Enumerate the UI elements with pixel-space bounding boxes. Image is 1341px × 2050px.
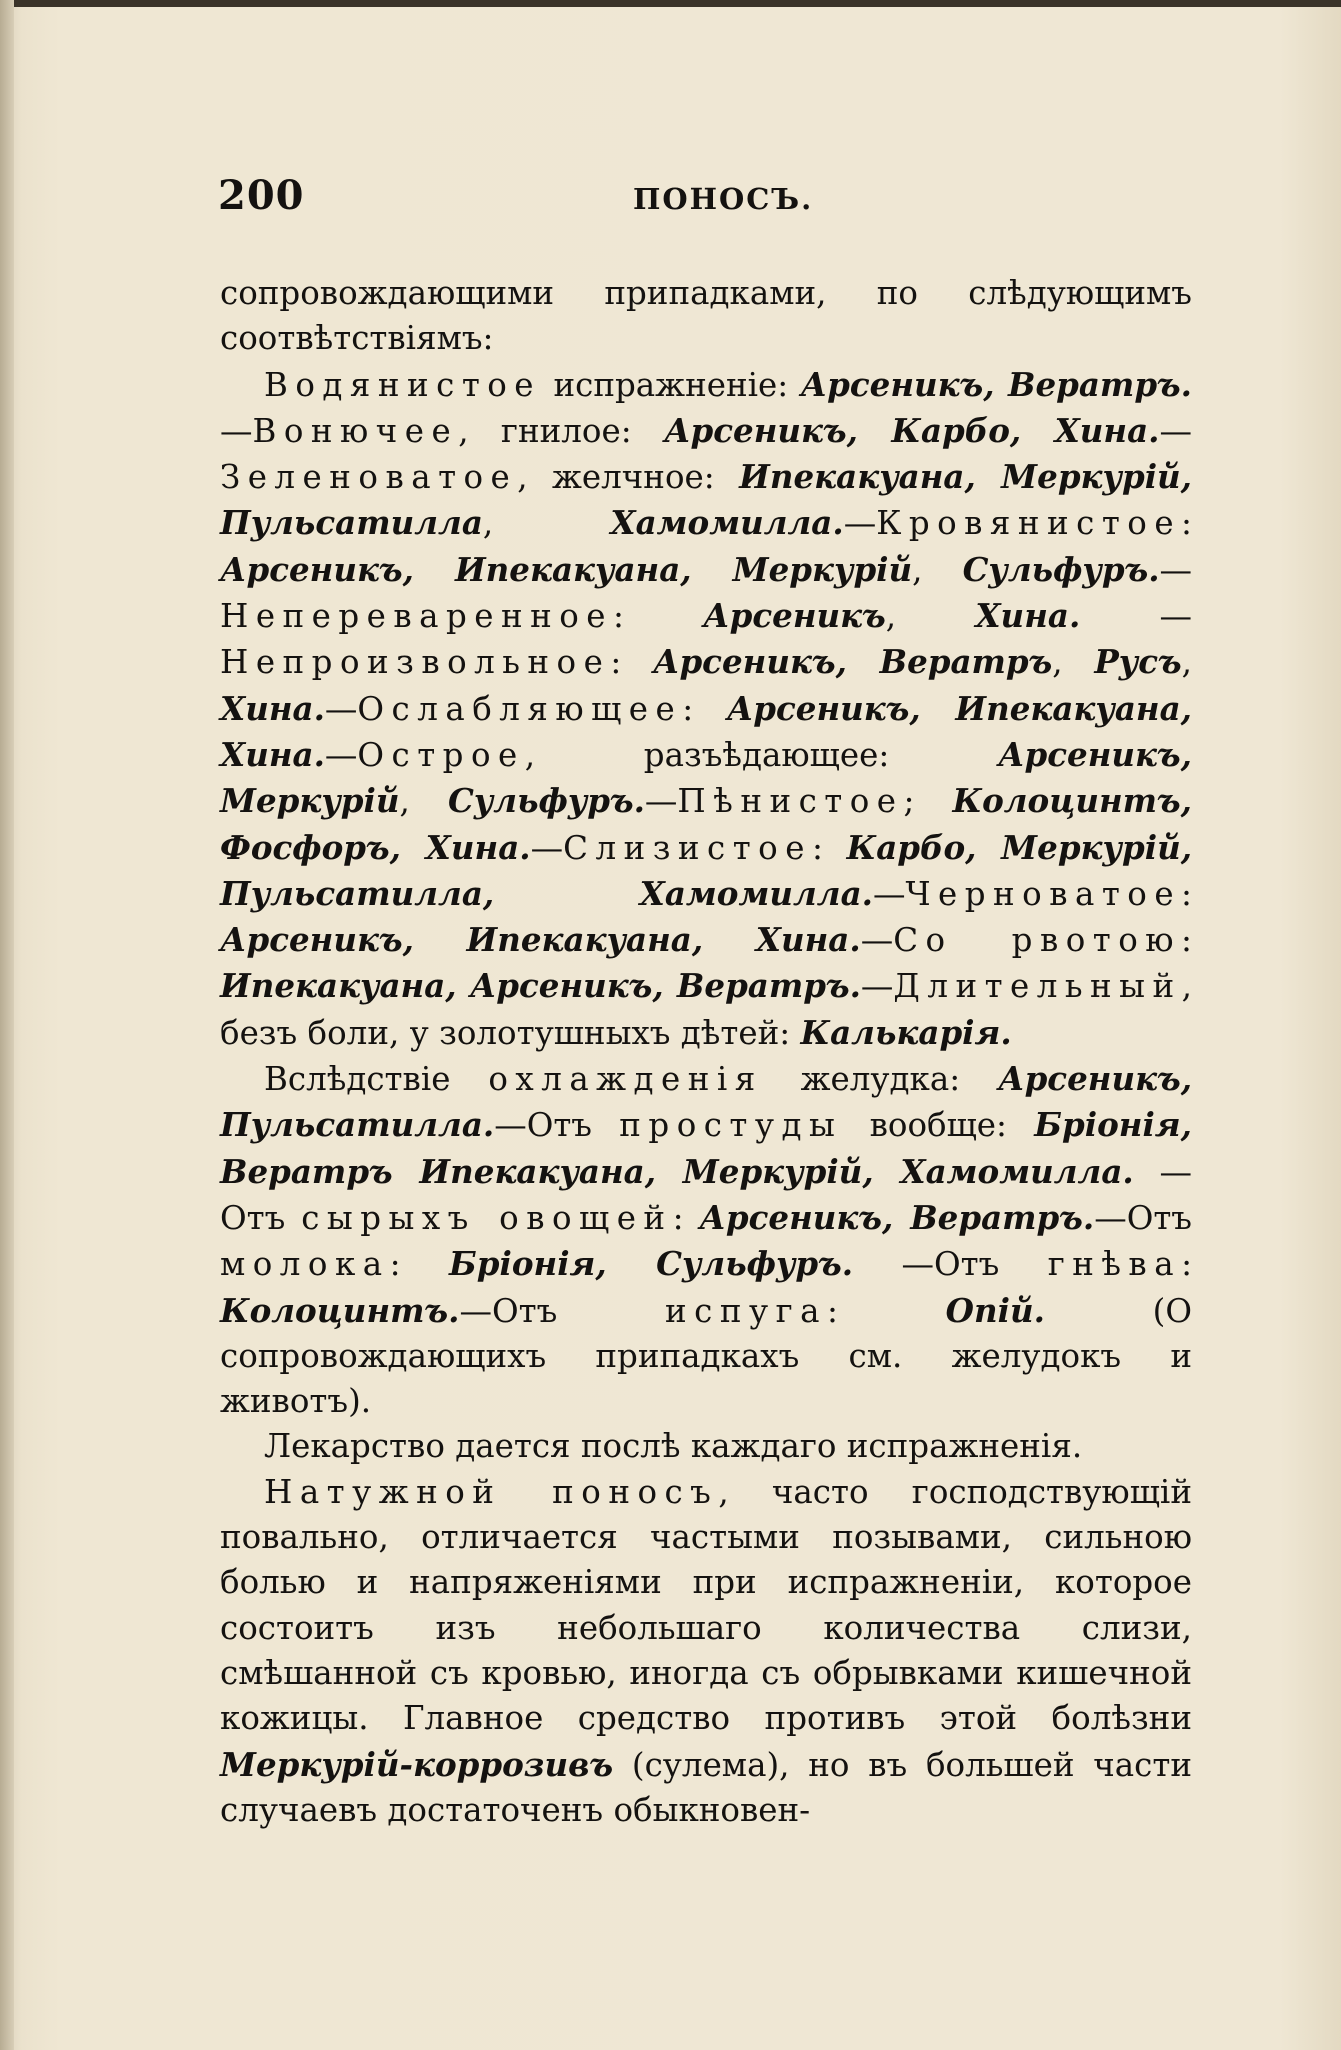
remedy-name: Ипекакуана, Арсеникъ, Вератръ. — [220, 966, 861, 1006]
emphasized-term: Слизистое — [563, 828, 812, 867]
emphasized-term: Острое — [357, 735, 525, 774]
paragraph-3 — [220, 1424, 1192, 1469]
remedy-name: Хина. — [220, 688, 325, 728]
remedy-name: Арсеникъ, Ипекакуана, Меркурій — [220, 549, 913, 589]
emphasized-term: сырыхъ овощей — [301, 1198, 673, 1237]
text-run: —Отъ — [459, 1291, 666, 1330]
text-run: : — [672, 1198, 700, 1237]
text-run: , — [399, 782, 448, 821]
text-run: — — [843, 504, 877, 543]
text-run: — — [860, 921, 894, 960]
text-run: : — [826, 1291, 946, 1330]
text-run: , гнилое: — [458, 411, 665, 450]
emphasized-term: Длительный — [893, 967, 1182, 1006]
text-run: : — [1181, 874, 1192, 913]
emphasized-term: гнѣва — [1047, 1245, 1182, 1284]
text-run: сопровождающими припадками, по слѣдующимъ соотвѣтствіямъ: — [220, 274, 1192, 358]
text-run: — — [860, 967, 894, 1006]
text-run: — — [220, 411, 253, 450]
text-run: , желчное: — [517, 458, 740, 497]
remedy-name: Колоцинтъ. — [220, 1290, 460, 1330]
emphasized-term: Зеленоватое — [220, 458, 518, 497]
remedy-name: Колоцинтъ, Фосфоръ, Хина. — [220, 781, 1192, 867]
text-run: — — [1080, 597, 1192, 636]
remedy-name: Арсеникъ, Пульсатилла. — [220, 1059, 1193, 1145]
remedy-name: Арсеникъ, Карбо, Хина. — [664, 410, 1160, 450]
text-run: , — [1052, 643, 1095, 682]
remedy-name: Арсеникъ, Вератръ. — [699, 1197, 1095, 1237]
remedy-name: Арсеникъ, Ипекакуана, Хина. — [220, 920, 861, 960]
remedy-name: Хина. — [975, 596, 1081, 636]
remedy-name: Карбо, Меркурій, Пульсатилла, Хамомилла. — [220, 827, 1193, 913]
paragraph-1 — [220, 362, 1192, 1056]
text-run: — — [1159, 550, 1193, 589]
text-run: —Отъ — [853, 1245, 1048, 1284]
text-run: —Отъ — [494, 1106, 620, 1145]
emphasized-term: молока — [220, 1245, 390, 1284]
paragraph-0 — [220, 271, 1192, 362]
text-run: — — [644, 782, 678, 821]
running-title: ПОНОСЪ. — [633, 182, 814, 216]
text-run: , безъ боли, у золотушныхъ дѣтей: — [220, 967, 1192, 1052]
text-run: — — [872, 874, 906, 913]
text-run: —Отъ — [1094, 1198, 1192, 1237]
emphasized-term: Водянистое — [264, 365, 542, 404]
remedy-name: Хамомилла. — [610, 503, 844, 543]
emphasized-term: Натужной поносъ — [264, 1472, 719, 1511]
remedy-name: Меркурій-коррозивъ — [220, 1744, 614, 1784]
emphasized-term: простуды — [619, 1106, 843, 1145]
text-run: : — [610, 643, 653, 682]
text-run: , часто господствующій повально, отличается частыми позывами, сильною болью и напряженіями при испражненіи, которое состоитъ изъ небольшаго количества слизи, смѣшанной съ кровью, иногда съ обрывками кишечной кожицы. Главное средство противъ этой болѣзни — [220, 1472, 1192, 1738]
emphasized-term: Черноватое — [905, 874, 1182, 913]
text-run: — — [1159, 411, 1192, 450]
remedy-name: Арсеникъ, Меркурій — [220, 734, 1192, 821]
page-top-edge — [0, 0, 1341, 7]
text-run: , — [1181, 643, 1192, 682]
text-run: вообще: — [842, 1106, 1035, 1145]
paragraph-4 — [220, 1470, 1192, 1833]
body-text — [220, 271, 1192, 1833]
text-run: : — [613, 597, 704, 636]
text-run: Вслѣдствіе — [264, 1060, 489, 1099]
remedy-name: Сульфуръ. — [962, 549, 1160, 589]
text-run: : — [682, 689, 727, 728]
emphasized-term: Вонючее — [252, 411, 459, 450]
remedy-name: Арсеникъ, Ипекакуана, Хина. — [220, 688, 1192, 774]
emphasized-term: Непереваренное — [220, 597, 613, 636]
text-run: , — [482, 504, 611, 543]
remedy-name: Бріонія, Сульфуръ. — [448, 1244, 854, 1284]
text-run: — — [324, 735, 358, 774]
remedy-name: Арсеникъ, Вератръ — [652, 642, 1053, 682]
text-run: — — [530, 828, 564, 867]
page-number: 200 — [218, 172, 305, 219]
text-run: —Отъ — [220, 1152, 1192, 1237]
text-run: : — [389, 1245, 449, 1284]
text-run: (О сопровождающихъ припадкахъ см. желудокъ и животъ). — [220, 1291, 1192, 1421]
emphasized-term: испуга — [665, 1291, 827, 1330]
emphasized-term: Ослабляющее — [357, 689, 683, 728]
remedy-name: Русъ — [1094, 642, 1182, 682]
text-run: , — [912, 550, 963, 589]
remedy-name: Калькарія. — [800, 1012, 1012, 1052]
remedy-name: Опій. — [945, 1290, 1045, 1330]
emphasized-term: Непроизвольное — [220, 643, 611, 682]
text-run: испражненіе: — [541, 365, 801, 404]
text-run: — — [324, 689, 358, 728]
remedy-name: Сульфуръ. — [447, 781, 645, 821]
remedy-name: Бріонія, Вератръ Ипекакуана, Меркурій, Хамомилла. — [220, 1105, 1192, 1191]
emphasized-term: охлажденія — [488, 1060, 763, 1099]
emphasized-term: Пѣнистое — [677, 782, 904, 821]
remedy-name: Ипекакуана, Меркурій, Пульсатилла — [220, 457, 1192, 543]
text-run: : — [1181, 921, 1192, 960]
text-run: Лекарство дается послѣ каждаго испражненія. — [264, 1427, 1083, 1466]
page-header — [218, 172, 1198, 232]
remedy-name: Арсеникъ, Вератръ. — [800, 364, 1192, 404]
page-binding-edge — [0, 0, 14, 2050]
text-run: , разъѣдающее: — [524, 735, 999, 774]
emphasized-term: Кровянистое — [876, 504, 1182, 543]
text-run: (сулема), но въ большей части случаевъ достаточенъ обыкновен- — [220, 1745, 1192, 1829]
paragraph-2 — [220, 1056, 1192, 1424]
text-run: : — [811, 828, 847, 867]
text-run: : — [1181, 1245, 1193, 1284]
text-run: желудка: — [762, 1060, 999, 1099]
text-run: : — [1181, 504, 1192, 543]
text-run: ; — [903, 782, 953, 821]
remedy-name: Арсеникъ — [703, 596, 886, 636]
text-run: , — [885, 597, 976, 636]
emphasized-term: Со рвотою — [893, 921, 1182, 960]
